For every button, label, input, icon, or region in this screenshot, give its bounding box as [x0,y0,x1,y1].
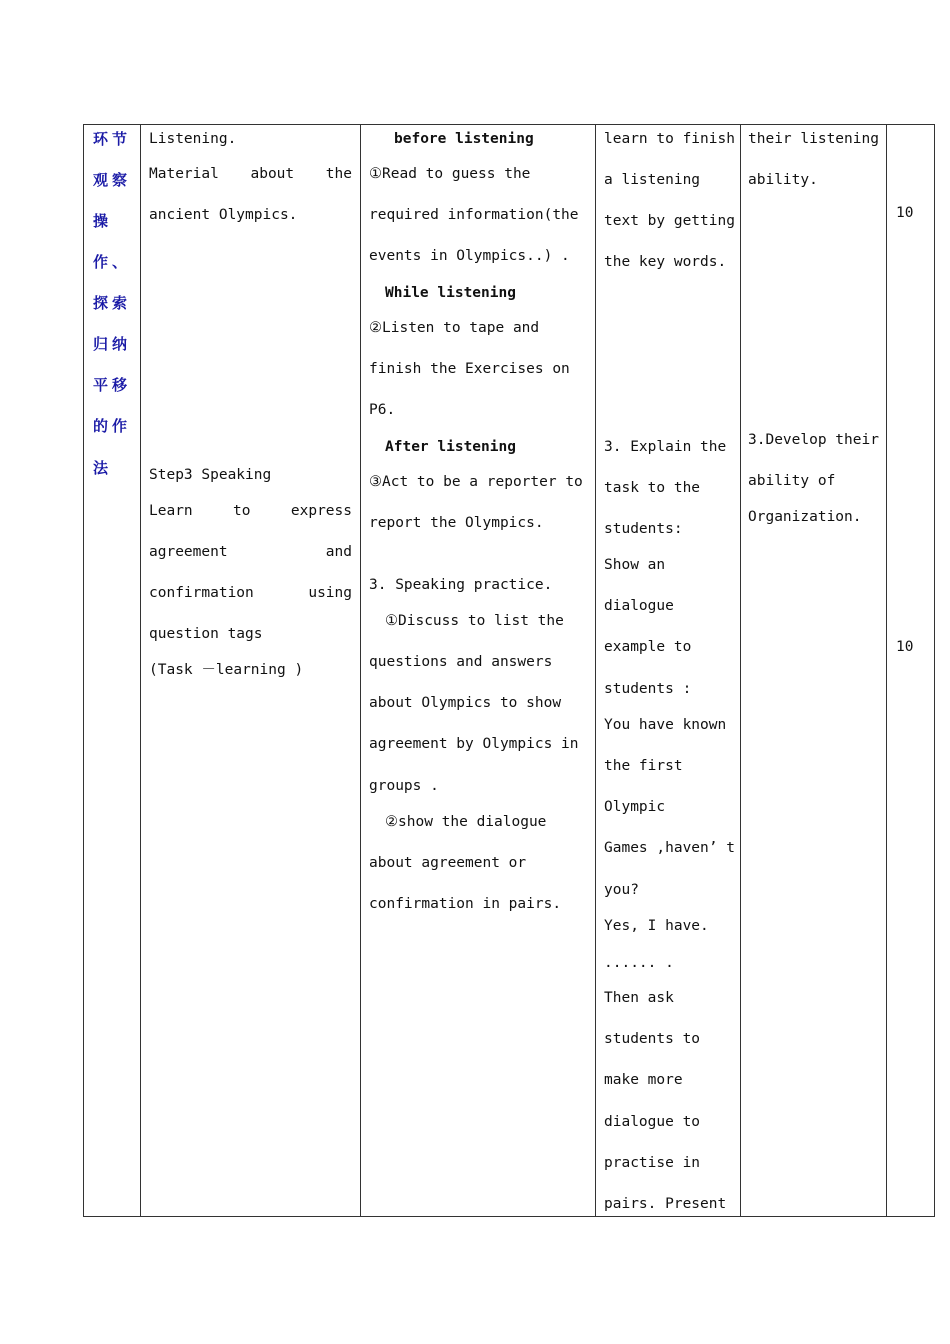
teacher-line: Yes, I have. [604,918,709,934]
purpose-cell [741,125,887,1217]
time-value: 10 [896,639,914,655]
content-cell [141,125,361,1217]
activity-line: report the Olympics. [369,515,544,531]
teacher-line: Olympic [604,799,666,815]
material-line: Material about the [149,166,352,182]
teacher-line: a listening [604,172,701,188]
teacher-line: dialogue to [604,1114,701,1130]
stage-line: 法 [93,459,113,477]
lesson-plan-table [83,124,935,1217]
stage-line: 观察 [93,171,132,189]
speaking-practice-heading: 3. Speaking practice. [369,577,553,593]
before-listening-heading: before listening [394,131,534,147]
step3-heading: Step3 Speaking [149,467,272,483]
activity-line: ②show the dialogue [385,814,547,830]
learn-line: Learn to express [149,503,352,519]
teacher-line: task to the [604,480,701,496]
table-row [84,125,935,1217]
teacher-line: learn to finish [604,131,735,147]
stage-line: 操 [93,212,113,230]
material-continuation: ancient Olympics. [149,207,298,223]
teacher-line: text by getting [604,213,735,229]
agreement-line: agreement and [149,544,352,560]
activity-line: required information(the [369,207,579,223]
stage-cell [84,125,141,1217]
activity-line: questions and answers [369,654,553,670]
teacher-line: the key words. [604,254,727,270]
teacher-line: Games ,haven’ t [604,840,735,856]
purpose-line: Organization. [748,509,862,525]
activity-line: groups . [369,778,439,794]
stage-line: 的作 [93,417,132,435]
task-text: (Task －learning ) [149,662,304,678]
teacher-line: 3. Explain the [604,439,727,455]
stage-line: 环节 [93,130,132,148]
teacher-line: dialogue [604,598,674,614]
teacher-line: students : [604,681,692,697]
activity-line: P6. [369,402,396,418]
teacher-cell [596,125,741,1217]
teacher-line: the first [604,758,683,774]
activity-line: finish the Exercises on [369,361,570,377]
activity-line: about agreement or [369,855,527,871]
activity-line: ①Read to guess the [369,166,531,182]
activity-line: agreement by Olympics in [369,736,579,752]
question-tags-text: question tags [149,626,263,642]
teacher-line: ...... . [604,955,674,971]
while-listening-heading: While listening [385,285,516,301]
activity-cell [361,125,596,1217]
teacher-line: students: [604,521,683,537]
activity-line: ①Discuss to list the [385,613,564,629]
stage-line: 探索 [93,294,132,312]
teacher-line: Then ask [604,990,674,1006]
stage-line: 平移 [93,376,132,394]
teacher-line: pairs. Present [604,1196,727,1212]
purpose-line: ability of [748,473,836,489]
teacher-line: practise in [604,1155,701,1171]
teacher-line: students to [604,1031,701,1047]
teacher-line: Show an [604,557,666,573]
stage-line: 归纳 [93,335,132,353]
teacher-line: make more [604,1072,683,1088]
activity-line: ③Act to be a reporter to [369,474,583,490]
purpose-line: ability. [748,172,818,188]
teacher-line: example to [604,639,692,655]
teacher-line: you? [604,882,639,898]
activity-line: ②Listen to tape and [369,320,540,336]
activity-line: confirmation in pairs. [369,896,562,912]
purpose-line: their listening [748,131,879,147]
purpose-line: 3.Develop their [748,432,879,448]
time-cell [887,125,935,1217]
teacher-line: You have known [604,717,727,733]
activity-line: about Olympics to show [369,695,562,711]
activity-line: events in Olympics..) . [369,248,570,264]
after-listening-heading: After listening [385,439,516,455]
listening-text: Listening. [149,131,237,147]
stage-line: 作、 [93,253,132,271]
confirmation-line: confirmation using [149,585,352,601]
time-value: 10 [896,205,914,221]
